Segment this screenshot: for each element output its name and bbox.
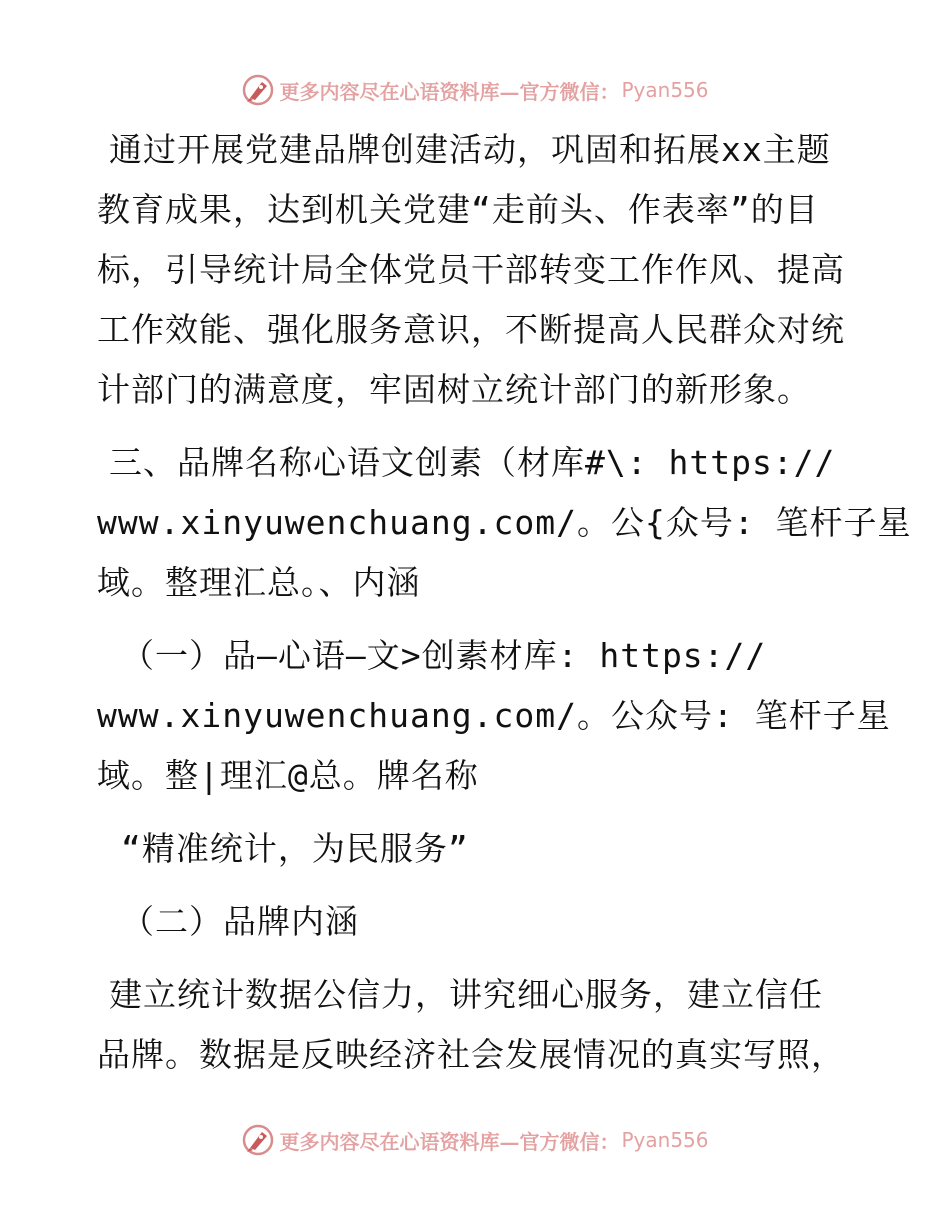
text-line: （二）品牌内涵: [121, 902, 359, 941]
text-line: www.xinyuwenchuang.com/。公众号: 笔杆子星: [97, 696, 891, 735]
subheading-brand-connotation: [97, 892, 857, 952]
text-line: （一）品—心语—文>创素材库: https://: [121, 636, 767, 675]
text-line: 计部门的满意度，牢固树立统计部门的新形象。: [97, 370, 811, 409]
header-banner-text: 更多内容尽在心语资料库—官方微信：: [279, 79, 620, 104]
text-line: 教育成果，达到机关党建“走前头、作表率”的目: [97, 190, 819, 229]
text-line: 品牌。数据是反映经济社会发展情况的真实写照，: [97, 1035, 845, 1074]
section-heading-brand-name: [97, 433, 912, 613]
paragraph-connotation: [97, 965, 857, 1085]
text-line: 通过开展党建品牌创建活动，巩固和拓展xx主题: [109, 130, 831, 169]
text-line: 建立统计数据公信力，讲究细心服务，建立信任: [109, 975, 823, 1014]
text-line: 工作效能、强化服务意识，不断提高人民群众对统: [97, 310, 845, 349]
header-banner-wechat-id: Pyan556: [621, 78, 709, 102]
pen-nib-logo-icon: [241, 1123, 275, 1157]
pen-nib-logo-icon: [241, 73, 275, 107]
text-line: 三、品牌名称心语文创素（材库#\: https://: [109, 443, 836, 482]
brand-slogan: [97, 819, 857, 879]
text-line: 标，引导统计局全体党员干部转变工作作风、提高: [97, 250, 845, 289]
text-line: “精准统计，为民服务”: [121, 829, 469, 868]
header-watermark-banner: [0, 70, 950, 110]
footer-watermark-banner: [0, 1120, 950, 1160]
text-line: www.xinyuwenchuang.com/。公{众号: 笔杆子星: [97, 503, 912, 542]
paragraph-purpose: [97, 120, 857, 420]
document-body: [97, 120, 912, 1085]
footer-banner-wechat-id: Pyan556: [621, 1128, 709, 1152]
text-line: 域。整理汇总。、内涵: [97, 563, 421, 602]
footer-banner-text: 更多内容尽在心语资料库—官方微信：: [279, 1129, 620, 1154]
text-line: 域。整|理汇@总。牌名称: [97, 756, 479, 795]
subheading-brand-name: [97, 626, 891, 806]
